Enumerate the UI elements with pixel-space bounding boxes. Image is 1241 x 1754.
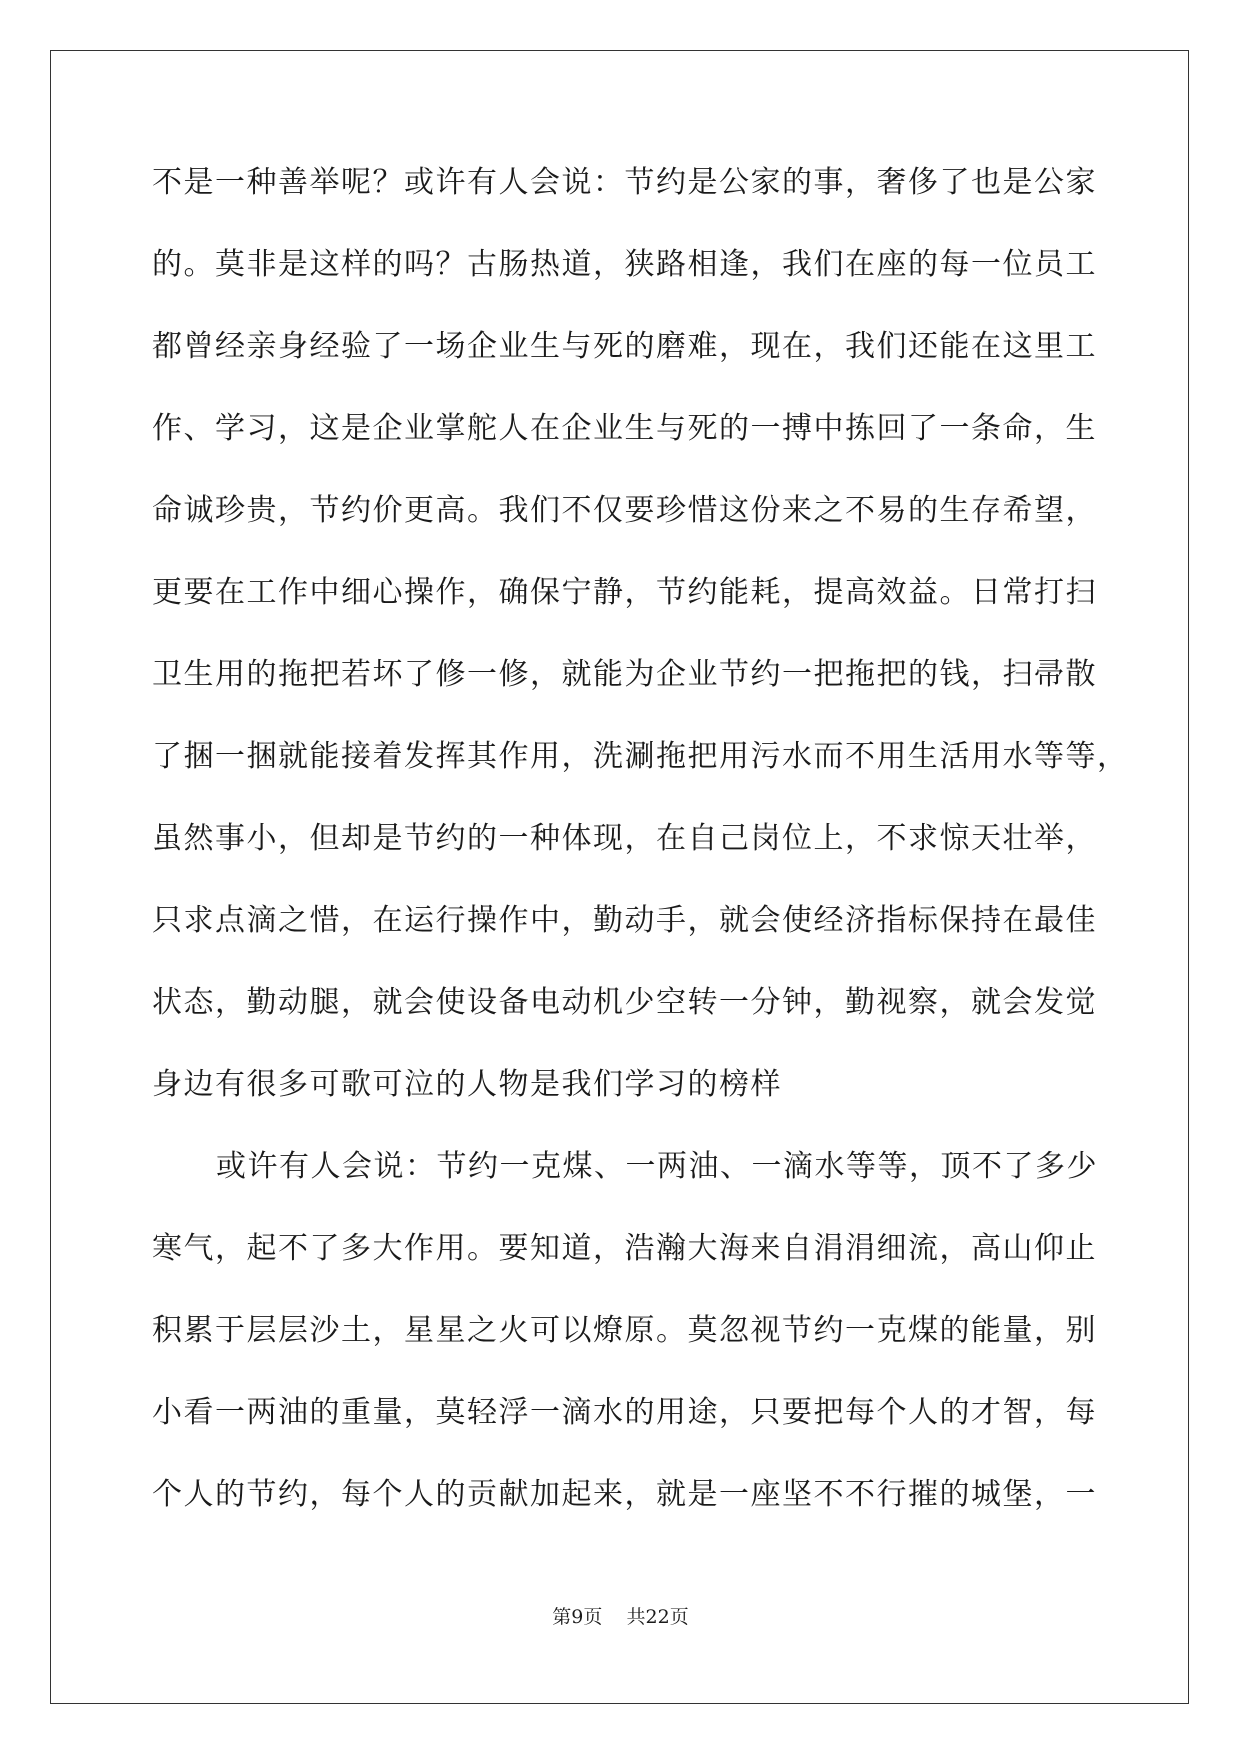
current-page-number: 9	[571, 1606, 584, 1628]
text-line: 了捆一捆就能接着发挥其作用，洗涮拖把用污水而不用生活用水等等，	[152, 739, 1129, 774]
text-line: 更要在工作中细心操作，确保宁静，节约能耗，提高效益。日常打扫	[152, 575, 1097, 610]
text-line: 身边有很多可歌可泣的人物是我们学习的榜样	[152, 1067, 782, 1102]
text-line: 的。莫非是这样的吗？古肠热道，狭路相逢，我们在座的每一位员工	[152, 247, 1097, 282]
document-body	[152, 160, 1129, 1554]
text-line: 小看一两油的重量，莫轻浮一滴水的用途，只要把每个人的才智，每	[152, 1395, 1097, 1430]
text-line: 状态，勤动腿，就会使设备电动机少空转一分钟，勤视察，就会发觉	[152, 985, 1097, 1020]
paragraph-start-line: 或许有人会说：节约一克煤、一两油、一滴水等等，顶不了多少	[216, 1149, 1098, 1184]
text-line: 寒气，起不了多大作用。要知道，浩瀚大海来自涓涓细流，高山仰止	[152, 1231, 1097, 1266]
text-line: 卫生用的拖把若坏了修一修，就能为企业节约一把拖把的钱，扫帚散	[152, 657, 1097, 692]
page-footer	[0, 1604, 1241, 1630]
text-line: 虽然事小，但却是节约的一种体现，在自己岗位上，不求惊天壮举，	[152, 821, 1097, 856]
text-line: 都曾经亲身经验了一场企业生与死的磨难，现在，我们还能在这里工	[152, 329, 1097, 364]
text-line: 作、学习，这是企业掌舵人在企业生与死的一搏中拣回了一条命，生	[152, 411, 1097, 446]
page-label-suffix: 页	[583, 1606, 603, 1628]
total-label-suffix: 页	[669, 1606, 689, 1628]
total-label-prefix: 共	[626, 1606, 646, 1628]
page-label-prefix: 第	[552, 1606, 572, 1628]
text-line: 不是一种善举呢？或许有人会说：节约是公家的事，奢侈了也是公家	[152, 165, 1097, 200]
text-line: 积累于层层沙土，星星之火可以燎原。莫忽视节约一克煤的能量，别	[152, 1313, 1097, 1348]
text-line: 个人的节约，每个人的贡献加起来，就是一座坚不不行摧的城堡，一	[152, 1477, 1097, 1512]
text-line: 只求点滴之惜，在运行操作中，勤动手，就会使经济指标保持在最佳	[152, 903, 1097, 938]
total-page-count: 22	[645, 1606, 670, 1628]
text-line: 命诚珍贵，节约价更高。我们不仅要珍惜这份来之不易的生存希望，	[152, 493, 1097, 528]
